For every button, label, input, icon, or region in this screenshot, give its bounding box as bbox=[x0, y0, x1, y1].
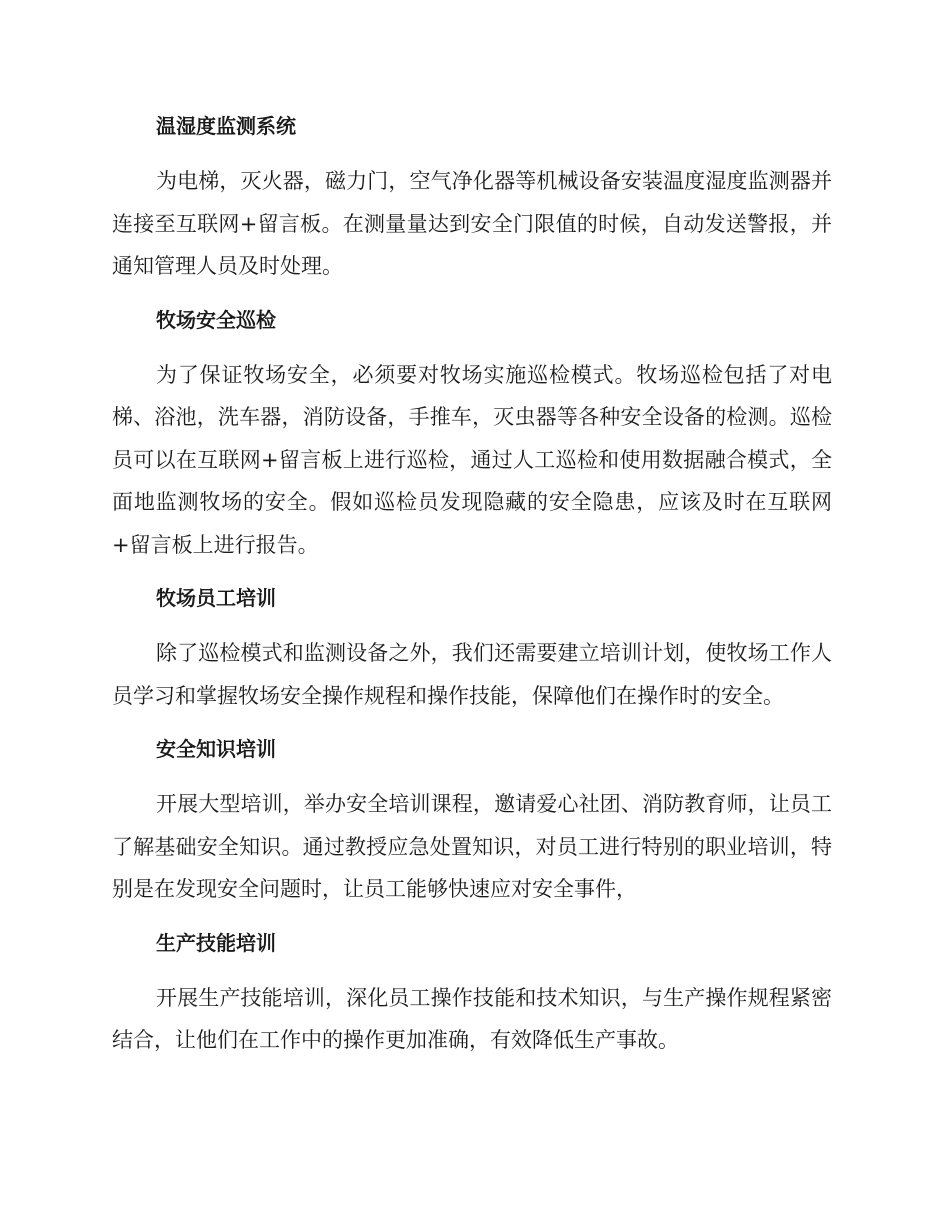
section-heading-safety-knowledge: 安全知识培训 bbox=[156, 737, 276, 761]
section-paragraph-temperature-humidity: 为电梯，灭火器，磁力门，空气净化器等机械设备安装温度湿度监测器并连接至互联网+留言板。在测量量达到安全门限值的时候，自动发送警报，并通知管理人员及时处理。 bbox=[112, 169, 832, 278]
section-heading-temperature-humidity: 温湿度监测系统 bbox=[156, 114, 296, 138]
section-paragraph-production-skills: 开展生产技能培训，深化员工操作技能和技术知识，与生产操作规程紧密结合，让他们在工作中的操作更加准确，有效降低生产事故。 bbox=[112, 985, 832, 1052]
section-heading-staff-training: 牧场员工培训 bbox=[156, 586, 276, 610]
section-heading-production-skills: 生产技能培训 bbox=[156, 930, 276, 955]
section-paragraph-staff-training: 除了巡检模式和监测设备之外，我们还需要建立培训计划，使牧场工作人员学习和掌握牧场安全操作规程和操作技能，保障他们在操作时的安全。 bbox=[112, 641, 832, 708]
section-paragraph-ranch-inspection: 为了保证牧场安全，必须要对牧场实施巡检模式。牧场巡检包括了对电梯、浴池，洗车器，消防设备，手推车，灭虫器等各种安全设备的检测。巡检员可以在互联网+留言板上进行巡检，通过人工巡检和使用数据融合模式，全面地监测牧场的安全。假如巡检员发现隐藏的安全隐患，应该及时在互联网+留言板上进行报告。 bbox=[112, 362, 832, 557]
document-body bbox=[112, 106, 832, 1074]
section-heading-ranch-inspection: 牧场安全巡检 bbox=[156, 307, 276, 332]
section-paragraph-safety-knowledge: 开展大型培训，举办安全培训课程，邀请爱心社团、消防教育师，让员工了解基础安全知识。通过教授应急处置知识，对员工进行特别的职业培训，特别是在发现安全问题时，让员工能够快速应对安全事件， bbox=[112, 792, 832, 901]
